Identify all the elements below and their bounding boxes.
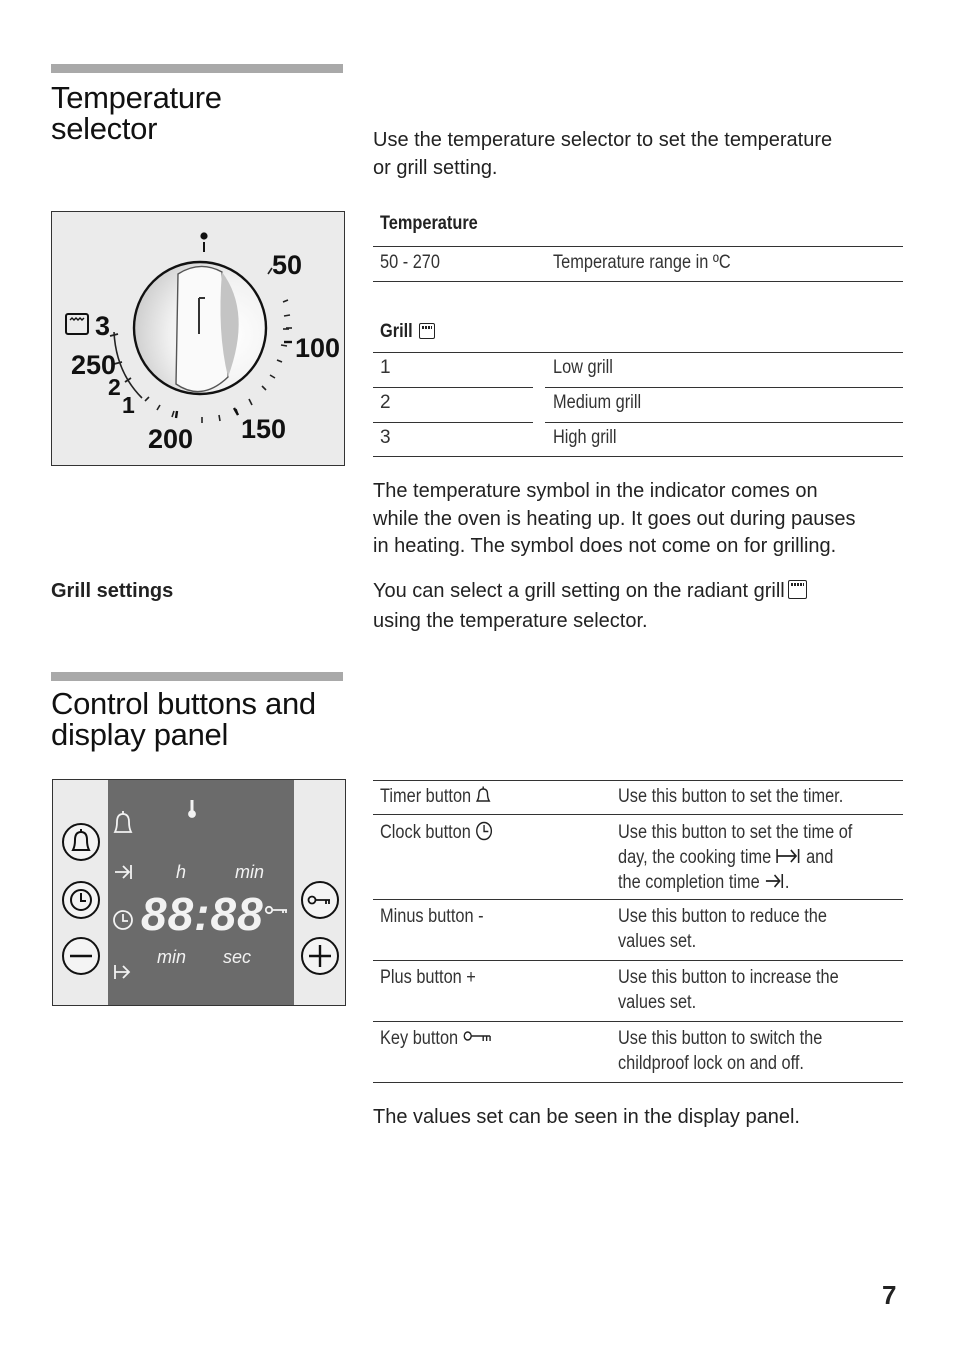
temperature-dial-illustration (51, 211, 345, 466)
table-rule (373, 281, 903, 282)
control-panel-svg (53, 780, 345, 1005)
display-panel-note: The values set can be seen in the display panel. (373, 1106, 800, 1128)
table-rule (373, 352, 903, 353)
table-rule (373, 1082, 903, 1083)
page-number: 7 (882, 1280, 897, 1310)
key-button-graphic[interactable] (302, 882, 338, 918)
temperature-range-description: Temperature range in ºC (553, 252, 731, 273)
temperature-intro (373, 127, 913, 182)
grill-row-level: 2 (380, 392, 391, 413)
title-line-1: Temperature (51, 80, 222, 115)
dial-label-250: 250 (71, 350, 117, 380)
table-rule (373, 814, 903, 815)
key-description-line-2: childproof lock on and off. (618, 1053, 804, 1074)
clock-button-label: Clock button (380, 822, 471, 843)
grill-settings-text (373, 578, 933, 635)
end-time-icon (764, 872, 785, 890)
key-button-label: Key button (380, 1028, 459, 1049)
clock-description-line-3: the completion time (618, 872, 760, 893)
temperature-range: 50 - 270 (380, 252, 440, 273)
table-rule (373, 246, 903, 247)
minus-description-line-1: Use this button to reduce the (618, 906, 827, 927)
title-line-2: display panel (51, 717, 229, 752)
plus-button-graphic[interactable] (302, 938, 338, 974)
key-description-line-1: Use this button to switch the (618, 1028, 823, 1049)
dial-label-200: 200 (148, 424, 194, 454)
section-title-temperature (51, 82, 222, 144)
dial-grill-icon (66, 314, 88, 334)
note-line-1: The temperature symbol in the indicator comes on (373, 480, 818, 502)
table-rule (373, 422, 533, 423)
table-rule (373, 387, 533, 388)
grill-settings-label: Grill settings (51, 580, 174, 602)
grill-row-name: High grill (553, 427, 617, 448)
temperature-table-header: Temperature (380, 213, 478, 234)
table-rule (373, 780, 903, 781)
table-rule (373, 960, 903, 961)
minus-button-label: Minus button - (380, 906, 484, 927)
control-panel-illustration (52, 779, 346, 1006)
clock-description-period: . (784, 872, 790, 893)
section-rule-controls (51, 672, 343, 681)
display-unit-min-bottom: min (157, 947, 187, 967)
table-rule (545, 422, 903, 423)
table-rule (545, 387, 903, 388)
grill-settings-line-2: using the temperature selector. (373, 609, 648, 632)
minus-description-line-2: values set. (618, 931, 697, 952)
section-rule-temperature (51, 64, 343, 73)
note-line-3: in heating. The symbol does not come on for grilling. (373, 535, 837, 557)
key-icon (463, 1030, 492, 1046)
intro-line-1: Use the temperature selector to set the temperature (373, 129, 833, 151)
table-rule (373, 1021, 903, 1022)
grill-row-level: 3 (380, 427, 391, 448)
dial-label-50: 50 (272, 250, 303, 280)
dial-label-150: 150 (241, 414, 287, 444)
note-line-2: while the oven is heating up. It goes out during pauses (373, 507, 856, 530)
grill-table-header: Grill (380, 321, 435, 343)
dial-label-grill-2: 2 (108, 374, 121, 400)
display-unit-h: h (176, 862, 187, 882)
plus-button-label: Plus button + (380, 967, 476, 988)
clock-description-and: and (806, 847, 834, 868)
table-rule (373, 899, 903, 900)
dial-label-100: 100 (295, 333, 341, 363)
title-line-1: Control buttons and (51, 686, 316, 721)
clock-button-graphic[interactable] (63, 882, 99, 918)
dial-label-grill-1: 1 (122, 392, 135, 418)
grill-icon (788, 580, 807, 599)
dial-indicator-dot (200, 232, 207, 239)
clock-icon (475, 821, 492, 841)
grill-icon (419, 323, 435, 339)
section-title-controls (51, 688, 316, 750)
minus-button-graphic[interactable] (63, 938, 99, 974)
grill-settings-line-1: You can select a grill setting on the radiant grill (373, 580, 785, 602)
table-rule (373, 456, 903, 457)
timer-button-description: Use this button to set the timer. (618, 786, 844, 807)
plus-description-line-2: values set. (618, 992, 697, 1013)
plus-description-line-1: Use this button to increase the (618, 967, 839, 988)
display-unit-min-top: min (235, 862, 265, 882)
dial-label-grill-3: 3 (95, 311, 111, 341)
grill-row-name: Medium grill (553, 392, 642, 413)
grill-row-name: Low grill (553, 357, 613, 378)
dial-svg (52, 212, 344, 465)
clock-description-line-1: Use this button to set the time of (618, 822, 853, 843)
cooking-time-icon (776, 847, 802, 865)
temperature-symbol-note (373, 478, 933, 561)
dial-grip (176, 266, 228, 391)
timer-button-graphic[interactable] (63, 824, 99, 860)
display-digits: 88:88 (141, 888, 264, 940)
display-unit-sec: sec (223, 947, 252, 967)
clock-description-line-2: day, the cooking time (618, 847, 772, 868)
grill-row-level: 1 (380, 357, 391, 378)
bell-icon (476, 786, 491, 804)
timer-button-label: Timer button (380, 786, 472, 807)
title-line-2: selector (51, 111, 158, 146)
intro-line-2: or grill setting. (373, 156, 498, 179)
